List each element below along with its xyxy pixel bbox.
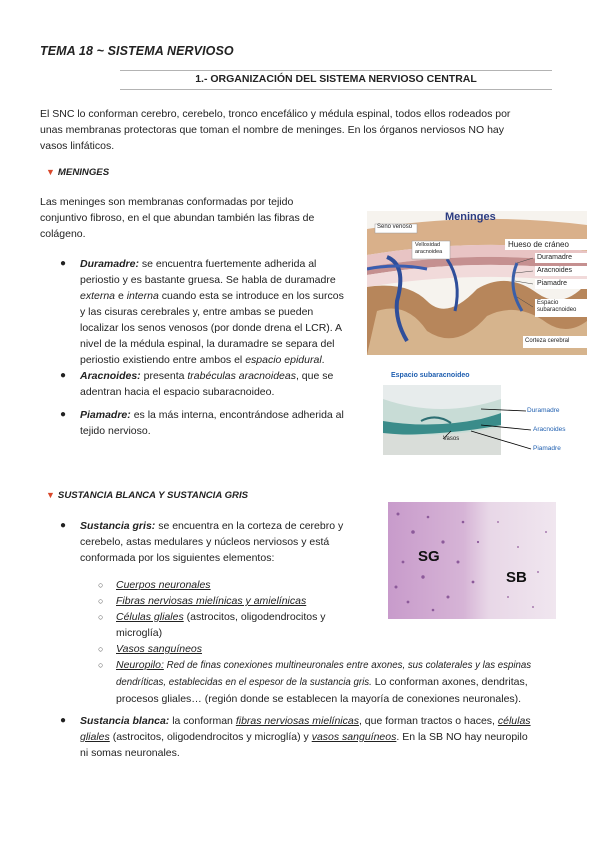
text: , que forman tractos o haces, <box>358 715 498 727</box>
meninges-heading <box>46 167 109 178</box>
text: nivel de la médula espinal, la duramadre se separa del <box>80 338 335 350</box>
text: Cuerpos neuronales <box>116 579 211 591</box>
section-title: 1.- ORGANIZACIÓN DEL SISTEMA NERVIOSO CENTRAL <box>195 73 477 85</box>
text: es la más interna, encontrándose adherida al <box>130 409 344 421</box>
term-sustancia-blanca: Sustancia blanca: <box>80 715 170 727</box>
label-sg: SG <box>418 548 440 565</box>
text: externa <box>80 290 116 302</box>
text: tejido nervioso. <box>80 425 151 437</box>
bullet-aracnoides <box>60 368 365 400</box>
sub-list <box>98 577 376 657</box>
figure-label: Hueso de cráneo <box>508 240 569 249</box>
term-piamadre: Piamadre: <box>80 409 131 421</box>
figure-label: Vellosidad aracnoidea <box>415 242 443 255</box>
text: cuando esta se introduce en los surcos <box>158 290 344 302</box>
text: . En la SB NO hay neuropilo <box>396 731 528 743</box>
figure-label: Aracnoides <box>533 426 566 433</box>
text: , que se <box>295 370 334 382</box>
histology-micrograph <box>388 502 556 619</box>
text: conformada por los siguientes elementos: <box>80 552 275 564</box>
meninges-heading-text: MENINGES <box>57 167 110 178</box>
divider-top <box>120 70 552 71</box>
text: Red de finas conexiones multineuronales entre axones, sus colaterales y las espinas <box>163 660 532 671</box>
bullet-dot-icon: ● <box>60 370 67 381</box>
text: vasos sanguíneos <box>311 731 397 743</box>
text: (astrocitos, oligodendrocitos y microglía) y <box>109 731 312 743</box>
list-item <box>98 593 376 609</box>
bullet-duramadre <box>60 256 365 368</box>
histology-figure <box>388 502 556 619</box>
figure-label: Seno venoso <box>377 224 413 230</box>
figure-label: Piamadre <box>533 445 561 452</box>
intro-paragraph <box>40 106 555 154</box>
text: ni somas neuronales. <box>80 747 180 759</box>
term-sustancia-gris: Sustancia gris: <box>80 520 156 532</box>
label-sb: SB <box>506 569 527 586</box>
text: la conforman <box>169 715 236 727</box>
text: trabéculas aracnoideas <box>187 370 296 382</box>
text: gliales <box>80 731 110 743</box>
text: interna <box>126 290 159 302</box>
bullet-sustancia-blanca <box>60 713 560 761</box>
text: . <box>321 354 325 366</box>
bullet-dot-icon: ● <box>60 409 67 420</box>
text: adentran hacia el espacio subaracnoideo. <box>80 386 275 398</box>
meninges-paragraph <box>40 194 360 242</box>
text: periostio existiendo entre ambos el <box>80 354 246 366</box>
intro-line: unas membranas protectoras que toman el nombre de meninges. En los órganos nerviosos NO hay <box>40 124 504 136</box>
figure-label: Duramadre <box>537 254 573 261</box>
figure-label: Piamadre <box>537 280 567 287</box>
text: microglía) <box>116 627 163 639</box>
bullet-dot-icon: ● <box>60 520 67 531</box>
term-duramadre: Duramadre: <box>80 258 139 270</box>
figure-label: Duramadre <box>527 407 560 414</box>
neuropilo-item <box>98 657 566 707</box>
text: fibras nerviosas mielínicas <box>235 715 359 727</box>
figure-label: Espacio subaracnoideo <box>537 300 577 313</box>
meninges-line: Las meninges son membranas conformadas por tejido <box>40 196 294 208</box>
meninges-figure <box>367 211 587 355</box>
text: espacio epidural <box>245 354 322 366</box>
meninges-line: conjuntivo fibroso, en el que abundan también las fibras de <box>40 212 315 224</box>
bullet-dot-icon: ● <box>60 258 67 269</box>
text: Vasos sanguíneos <box>116 643 203 655</box>
figure-label: Aracnoides <box>537 267 573 274</box>
bullet-sustancia-gris <box>60 518 370 566</box>
sustancia-heading-text: SUSTANCIA BLANCA Y SUSTANCIA GRIS <box>57 490 249 501</box>
sustancia-heading <box>46 490 248 501</box>
text: e <box>115 290 127 302</box>
text: y las cisuras cerebrales y, entre ambas se pueden <box>80 306 314 318</box>
figure-title: Espacio subaracnoideo <box>391 372 470 379</box>
circle-bullet-icon: ○ <box>98 660 104 670</box>
figure-label: Vasos <box>443 436 460 442</box>
list-item <box>98 609 376 625</box>
triangle-down-icon[interactable]: ▼ <box>46 167 55 177</box>
text: dendríticas, establecidas en el espesor de la sustancia gris. <box>116 677 372 688</box>
text: Lo conforman axones, dendritas, <box>371 676 528 688</box>
figure-label: Corteza cerebral <box>525 338 570 344</box>
text: presenta <box>140 370 188 382</box>
text: periostio y es bastante gruesa. Se habla de duramadre <box>80 274 336 286</box>
list-item <box>98 641 376 657</box>
subarachnoid-figure <box>381 369 581 457</box>
circle-bullet-icon: ○ <box>98 580 104 590</box>
circle-bullet-icon: ○ <box>98 596 104 606</box>
text: Fibras nerviosas mielínicas y amielínicas <box>116 595 307 607</box>
figure-title: Meninges <box>445 211 496 223</box>
bullet-piamadre <box>60 407 365 439</box>
page-title: TEMA 18 ~ SISTEMA NERVIOSO <box>40 44 234 58</box>
meninges-line: colágeno. <box>40 228 86 240</box>
term-aracnoides: Aracnoides: <box>80 370 141 382</box>
list-item <box>98 577 376 593</box>
intro-line: El SNC lo conforman cerebro, cerebelo, tronco encefálico y médula espinal, todos ellos rodeados por <box>40 108 511 120</box>
bullet-dot-icon: ● <box>60 715 67 726</box>
circle-bullet-icon: ○ <box>98 644 104 654</box>
intro-line: vasos linfáticos. <box>40 140 115 152</box>
text: se encuentra en la corteza de cerebro y <box>155 520 344 532</box>
text: Células gliales <box>116 611 184 623</box>
text: Neuropilo: <box>116 659 164 671</box>
divider-bottom <box>120 89 552 90</box>
triangle-down-icon[interactable]: ▼ <box>46 490 55 500</box>
text: se encuentra fuertemente adherida al <box>138 258 317 270</box>
text: células <box>497 715 531 727</box>
text: (astrocitos, oligodendrocitos y <box>183 611 326 623</box>
text: cerebelo, astas medulares y núcleos nerviosos y está <box>80 536 330 548</box>
text: localizar los senos venosos (por donde drena el LCR). A <box>80 322 343 334</box>
circle-bullet-icon: ○ <box>98 612 104 622</box>
text: procesos gliales… (región donde se establecen la mayoría de conexiones neuronales). <box>116 693 522 705</box>
